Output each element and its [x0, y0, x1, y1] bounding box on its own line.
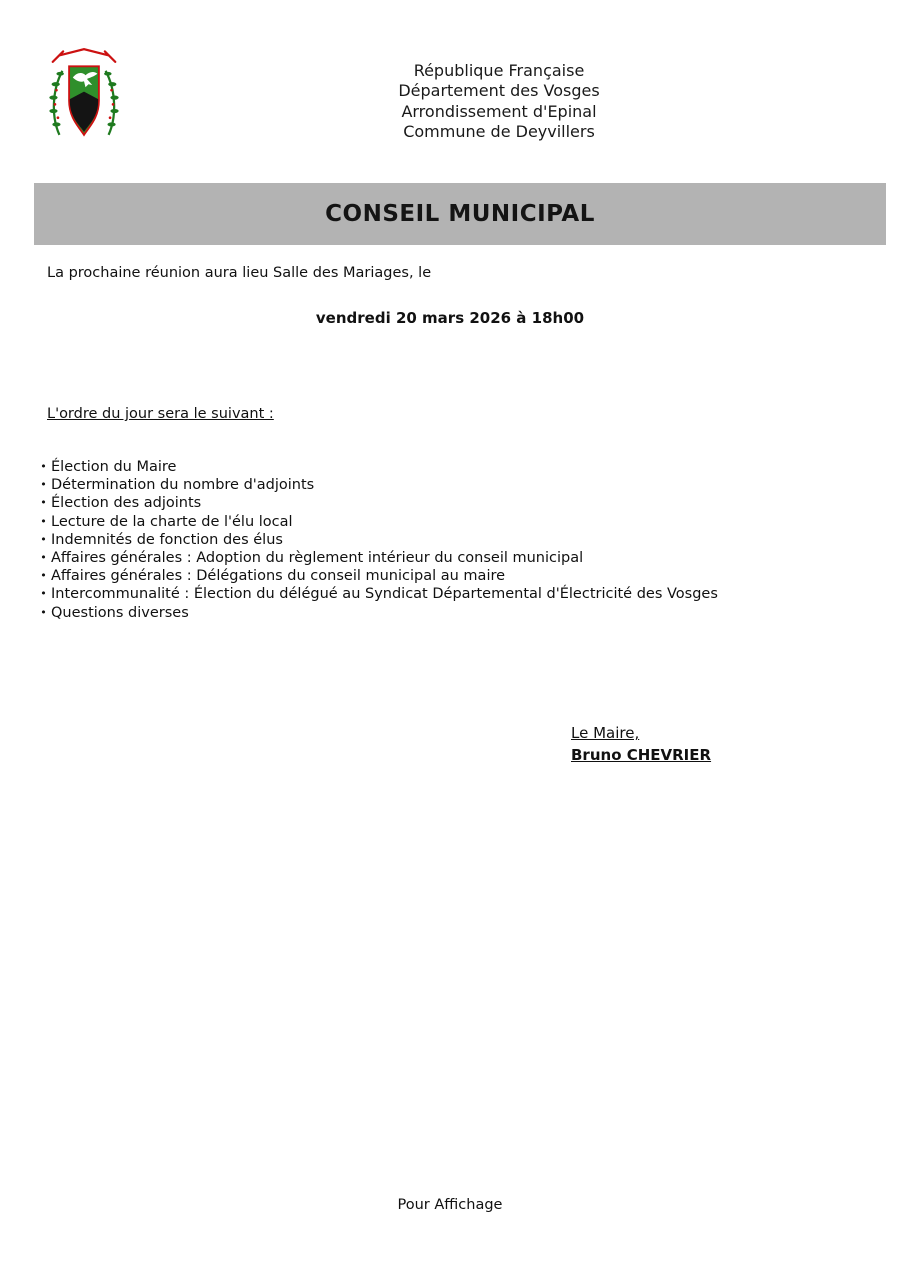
laurel-left — [49, 71, 64, 135]
laurel-leaf — [52, 82, 60, 86]
signature-name: Bruno CHEVRIER — [571, 746, 712, 764]
meeting-datetime: vendredi 20 mars 2026 à 18h00 — [315, 309, 585, 327]
intro-line: La prochaine réunion aura lieu Salle des Mariages, le — [47, 265, 432, 281]
letterhead-arrondissement: Arrondissement d'Epinal — [401, 101, 597, 121]
agenda-item — [36, 531, 718, 549]
agenda-item-text: Indemnités de fonction des élus — [51, 531, 283, 548]
agenda-item-text: Élection du Maire — [51, 459, 177, 475]
laurel-leaf — [49, 109, 57, 113]
signature-role: Le Maire, — [571, 724, 640, 742]
top-ornament — [53, 49, 116, 62]
letterhead-republic: République Française — [413, 61, 585, 80]
laurel-berry — [54, 103, 57, 106]
document-title: CONSEIL MUNICIPAL — [325, 201, 595, 227]
agenda-item-text: Affaires générales : Délégations du conseil municipal au maire — [51, 568, 506, 585]
laurel-leaf — [52, 122, 60, 126]
bullet-icon: • — [40, 569, 47, 583]
agenda-item — [36, 513, 718, 531]
agenda-heading: L'ordre du jour sera le suivant : — [47, 406, 274, 422]
agenda-item-text: Détermination du nombre d'adjoints — [51, 477, 315, 494]
title-banner — [34, 183, 886, 245]
agenda-item — [36, 585, 718, 603]
agenda-item-text: Élection des adjoints — [51, 495, 202, 512]
bullet-icon: • — [40, 532, 47, 546]
agenda-item — [36, 604, 718, 622]
laurel-berry — [55, 89, 58, 92]
bullet-icon: • — [40, 605, 47, 619]
agenda-item-text: Affaires générales : Adoption du règlement intérieur du conseil municipal — [51, 550, 584, 567]
agenda-item — [36, 458, 718, 476]
agenda-item — [36, 549, 718, 567]
agenda-item-text: Intercommunalité : Élection du délégué au Syndicat Départemental d'Électricité des Vosges — [51, 586, 718, 603]
agenda-item — [36, 567, 718, 585]
bullet-icon: • — [40, 587, 47, 601]
shield — [69, 66, 99, 135]
agenda-item-text: Questions diverses — [51, 604, 189, 621]
agenda-item-text: Lecture de la charte de l'élu local — [51, 513, 293, 530]
bullet-icon: • — [40, 551, 47, 565]
laurel-berry — [57, 116, 60, 119]
agenda-item — [36, 494, 718, 512]
letterhead-departement: Département des Vosges — [398, 81, 600, 101]
laurel-leaf — [49, 96, 57, 100]
signature-block — [571, 722, 711, 766]
agenda-item — [36, 476, 718, 494]
agenda-list — [36, 458, 718, 622]
laurel-leaf — [56, 72, 63, 76]
bullet-icon: • — [40, 496, 47, 510]
bullet-icon: • — [40, 478, 47, 492]
letterhead-commune: Commune de Deyvillers — [403, 122, 595, 142]
shield-base — [70, 92, 98, 132]
bullet-icon: • — [40, 514, 47, 528]
footer-note: Pour Affichage — [397, 1197, 503, 1213]
bullet-icon: • — [40, 460, 47, 473]
letterhead — [98, 61, 900, 143]
